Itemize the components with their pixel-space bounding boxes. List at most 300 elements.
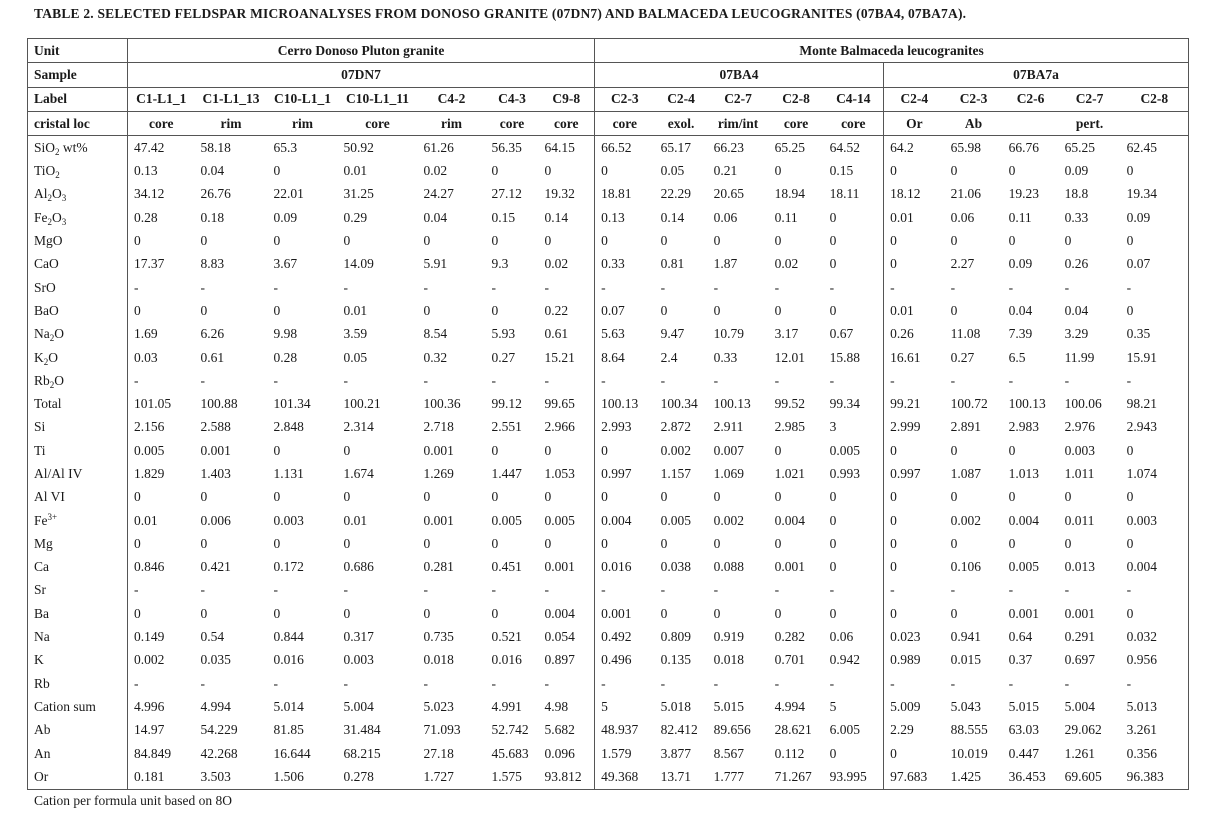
table-cell: 0.035 (200, 652, 231, 668)
table-title: TABLE 2. SELECTED FELDSPAR MICROANALYSES FROM DONOSO GRANITE (07DN7) AND BALMACEDA LEUCOGRANITES (07BA4, 07BA7A). (34, 6, 967, 21)
table-cell: 2.718 (423, 419, 454, 435)
table-cell: 0 (660, 535, 668, 551)
table-cell: 0 (343, 233, 351, 249)
table-cell: 0.088 (713, 559, 744, 575)
table-cell: 19.23 (1008, 186, 1039, 202)
table-cell: - (950, 372, 956, 388)
table-cell: 0 (273, 442, 281, 458)
table-cell: 0.809 (660, 629, 691, 645)
table-cell: 11.08 (950, 326, 981, 342)
table-cell: 27.18 (423, 745, 454, 761)
table-cell: - (774, 675, 780, 691)
oxide-label: Al VI (28, 486, 128, 509)
table-cell: 0.005 (544, 512, 575, 528)
table-cell: 0.64 (1008, 629, 1033, 645)
table-cell: 0.004 (1008, 512, 1039, 528)
table-cell: 0.002 (713, 512, 744, 528)
table-cell: 0 (423, 233, 431, 249)
table-cell: - (1121, 369, 1189, 392)
table-cell: - (1064, 582, 1070, 598)
table-cell: 1.157 (660, 465, 691, 481)
table-cell: 0.61 (200, 349, 225, 365)
table-cell: 0 (884, 509, 945, 532)
table-cell: 29.062 (1064, 722, 1102, 738)
table-cell: 0 (884, 439, 945, 462)
table-cell: 0 (595, 229, 655, 252)
table-cell: - (343, 582, 348, 598)
table-cell: 0 (713, 489, 721, 505)
table-cell: 0 (595, 486, 655, 509)
loc-row (28, 111, 1189, 135)
table-cell: 0.09 (1008, 256, 1033, 272)
table-cell: 0.096 (544, 745, 575, 761)
table-cell: 0.001 (544, 559, 575, 575)
table-cell: 0 (713, 535, 721, 551)
crystal-location: Or (884, 111, 945, 135)
table-cell: 89.656 (713, 722, 751, 738)
table-cell: 0 (884, 742, 945, 765)
table-cell: 0.13 (134, 163, 158, 179)
table-cell: 0.15 (491, 209, 516, 225)
table-cell: 0.686 (343, 559, 374, 575)
crystal-location: pert. (1059, 111, 1121, 135)
sample-label: Sample (28, 63, 128, 87)
table-cell: 5.63 (595, 323, 655, 346)
table-cell: 0 (884, 532, 945, 555)
table-cell: 66.76 (1008, 139, 1039, 155)
sample-row (28, 63, 1189, 87)
table-cell: 21.06 (950, 186, 981, 202)
table-cell: 3.67 (273, 256, 298, 272)
table-cell: 0 (1008, 233, 1016, 249)
table-cell: 1.087 (950, 465, 981, 481)
table-cell: 0 (134, 302, 141, 318)
table-cell: - (200, 279, 205, 295)
table-cell: 0 (200, 489, 208, 505)
table-cell: 0 (273, 163, 281, 179)
table-cell: 0 (1064, 535, 1072, 551)
table-row (28, 649, 1189, 672)
table-cell: 100.34 (660, 396, 698, 412)
table-cell: - (595, 579, 655, 602)
table-cell: 0 (950, 442, 958, 458)
table-cell: - (774, 279, 780, 295)
table-cell: 16.644 (273, 745, 311, 761)
table-cell: 101.34 (273, 396, 311, 412)
table-cell: 1.425 (945, 765, 1003, 789)
table-cell: 82.412 (660, 722, 698, 738)
table-cell: 0 (544, 233, 552, 249)
table-cell: 0 (829, 535, 837, 551)
table-cell: 26.76 (200, 186, 231, 202)
oxide-label: Mg (28, 532, 128, 555)
table-cell: - (423, 675, 428, 691)
table-cell: 0.15 (829, 163, 854, 179)
table-cell: 0.11 (774, 209, 798, 225)
oxide-label: TiO$_2$ (28, 159, 128, 182)
table-cell: 0.02 (774, 256, 799, 272)
table-cell: 64.15 (544, 139, 575, 155)
table-row (28, 695, 1189, 718)
oxide-label: SrO (28, 276, 128, 299)
table-cell: 19.32 (544, 186, 575, 202)
table-cell: - (829, 582, 835, 598)
label-label: Label (28, 87, 128, 111)
table-cell: 0.28 (134, 209, 158, 225)
table-cell: 6.005 (829, 722, 860, 738)
table-cell: 0.003 (1064, 442, 1095, 458)
table-cell: 0 (491, 535, 499, 551)
table-cell: 0.492 (595, 625, 655, 648)
table-cell: 2.156 (134, 419, 165, 435)
oxide-label: Rb (28, 672, 128, 695)
table-cell: 99.34 (829, 396, 860, 412)
table-cell: 0.421 (200, 559, 231, 575)
table-cell: 56.35 (491, 139, 522, 155)
table-cell: 0 (200, 233, 208, 249)
table-cell: 5.682 (544, 722, 575, 738)
table-cell: 0.278 (338, 765, 418, 789)
unit-name: Cerro Donoso Pluton granite (128, 39, 595, 63)
table-cell: 0 (660, 489, 668, 505)
table-cell: - (273, 279, 278, 295)
table-cell: 64.2 (884, 136, 945, 160)
table-cell: 0 (134, 233, 141, 249)
table-cell: 64.52 (829, 139, 860, 155)
table-cell: 0 (491, 233, 499, 249)
table-cell: - (200, 675, 205, 691)
table-cell: - (134, 675, 139, 691)
table-cell: 4.996 (134, 698, 165, 714)
table-cell: 8.83 (200, 256, 225, 272)
table-cell: 0 (544, 163, 552, 179)
table-cell: - (660, 582, 666, 598)
table-cell: - (544, 279, 549, 295)
oxide-label: Ca (28, 556, 128, 579)
table-cell: 99.21 (884, 392, 945, 415)
table-cell: 52.742 (491, 722, 529, 738)
table-cell: 0.37 (1008, 652, 1033, 668)
table-cell: 1.87 (713, 256, 738, 272)
table-cell: 31.484 (343, 722, 381, 738)
table-cell: 9.47 (660, 326, 685, 342)
analysis-label: C10-L1_1 (268, 87, 338, 111)
table-cell: 0.997 (595, 462, 655, 485)
table-cell: 93.995 (824, 765, 884, 789)
table-cell: 11.99 (1064, 349, 1095, 365)
table-cell: 0.06 (950, 209, 975, 225)
table-cell: 14.97 (134, 722, 165, 738)
table-cell: 0 (343, 605, 351, 621)
table-cell: - (884, 369, 945, 392)
crystal-location: core (128, 111, 195, 135)
table-cell: 1.021 (774, 465, 805, 481)
table-cell: 18.94 (774, 186, 805, 202)
table-cell: 1.013 (1008, 465, 1039, 481)
analysis-label: C4-2 (418, 87, 486, 111)
table-row (28, 625, 1189, 648)
loc-label: cristal loc (28, 111, 128, 135)
table-cell: 3.17 (774, 326, 799, 342)
table-cell: 1.011 (1064, 465, 1095, 481)
table-cell: 22.29 (660, 186, 691, 202)
table-cell: 0.005 (660, 512, 691, 528)
table-cell: 0 (774, 605, 782, 621)
table-row (28, 276, 1189, 299)
analysis-label: C2-6 (1003, 87, 1059, 111)
table-cell: 99.52 (774, 396, 805, 412)
crystal-location: Ab (945, 111, 1003, 135)
table-cell: 84.849 (134, 745, 172, 761)
table-cell: 0 (829, 559, 837, 575)
table-cell: - (829, 279, 835, 295)
table-cell: 0.172 (273, 559, 304, 575)
analysis-label: C1-L1_1 (128, 87, 195, 111)
table-cell: - (343, 372, 348, 388)
table-cell: 0.016 (595, 556, 655, 579)
table-row (28, 719, 1189, 742)
table-cell: - (423, 279, 428, 295)
unit-label: Unit (28, 39, 128, 63)
table-cell: 6.5 (1008, 349, 1026, 365)
analysis-label: C9-8 (539, 87, 595, 111)
table-cell: - (1008, 582, 1014, 598)
table-cell: 0.29 (343, 209, 368, 225)
unit-name: Monte Balmaceda leucogranites (595, 39, 1189, 63)
table-cell: 0.023 (884, 625, 945, 648)
table-cell: 0.28 (273, 349, 298, 365)
table-cell: 0.01 (343, 163, 368, 179)
table-cell: 0.317 (343, 629, 374, 645)
table-cell: 0 (273, 535, 281, 551)
table-cell: 0.06 (829, 629, 854, 645)
table-cell: 100.88 (200, 396, 238, 412)
table-cell: 65.17 (660, 139, 691, 155)
table-cell: - (544, 675, 549, 691)
table-cell: 18.11 (829, 186, 860, 202)
table-cell: 4.994 (774, 698, 805, 714)
table-cell: 100.13 (713, 396, 751, 412)
table-cell: 2.872 (660, 419, 691, 435)
crystal-location (1003, 111, 1059, 135)
table-cell: 0.001 (423, 512, 454, 528)
table-cell: 50.92 (343, 139, 374, 155)
table-cell: 0.21 (713, 163, 738, 179)
table-cell: 3.503 (195, 765, 268, 789)
table-cell: 0 (774, 535, 782, 551)
table-cell: 24.27 (423, 186, 454, 202)
table-cell: 5.013 (1121, 695, 1189, 718)
analysis-label: C2-7 (708, 87, 769, 111)
table-cell: 8.54 (423, 326, 448, 342)
table-cell: 0 (595, 532, 655, 555)
table-cell: 0.09 (1064, 163, 1089, 179)
oxide-label: SiO$_2$ wt% (28, 136, 128, 160)
table-row (28, 462, 1189, 485)
table-cell: 0.26 (1064, 256, 1089, 272)
oxide-label: Si (28, 416, 128, 439)
table-cell: - (544, 582, 549, 598)
table-cell: 2.27 (950, 256, 975, 272)
table-cell: - (1008, 279, 1014, 295)
table-cell: 7.39 (1008, 326, 1033, 342)
table-cell: 0 (829, 209, 837, 225)
table-cell: 5 (829, 698, 837, 714)
analysis-label: C2-8 (1121, 87, 1189, 111)
table-cell: 0.04 (423, 209, 448, 225)
oxide-label: Al/Al IV (28, 462, 128, 485)
table-cell: 0 (595, 159, 655, 182)
table-cell: 5.018 (660, 698, 691, 714)
table-cell: 15.88 (829, 349, 860, 365)
table-cell: 81.85 (273, 722, 304, 738)
table-cell: 0 (343, 535, 351, 551)
table-cell: 0.13 (595, 206, 655, 229)
table-cell: 61.26 (423, 139, 454, 155)
table-cell: 3.261 (1121, 719, 1189, 742)
table-cell: 12.01 (774, 349, 805, 365)
table-cell: - (829, 372, 835, 388)
table-cell: 0.05 (660, 163, 685, 179)
table-cell: 0.22 (544, 302, 569, 318)
table-row (28, 369, 1189, 392)
table-cell: 0.07 (595, 299, 655, 322)
table-row (28, 439, 1189, 462)
table-cell: 0 (829, 489, 837, 505)
table-cell: 1.053 (544, 465, 575, 481)
table-cell: 1.403 (200, 465, 231, 481)
table-cell: 62.45 (1121, 136, 1189, 160)
table-cell: 0 (713, 233, 721, 249)
table-cell: 0 (544, 535, 552, 551)
table-cell: 1.674 (343, 465, 374, 481)
table-row (28, 159, 1189, 182)
table-cell: 0.697 (1064, 652, 1095, 668)
table-cell: 16.61 (884, 346, 945, 369)
table-cell: 0 (1064, 233, 1072, 249)
table-cell: 0.06 (713, 209, 738, 225)
table-cell: 5.91 (423, 256, 448, 272)
table-cell: 3.877 (660, 745, 691, 761)
table-cell: 0.112 (774, 745, 805, 761)
oxide-label: K (28, 649, 128, 672)
table-cell: 4.991 (491, 698, 522, 714)
table-cell: 0.844 (273, 629, 304, 645)
table-cell: 6.26 (200, 326, 225, 342)
table-cell: 0 (1121, 229, 1189, 252)
table-row (28, 556, 1189, 579)
table-cell: 15.21 (544, 349, 575, 365)
table-cell: 1.579 (595, 742, 655, 765)
table-cell: 0.496 (595, 649, 655, 672)
table-cell: - (1064, 675, 1070, 691)
table-cell: 10.019 (950, 745, 988, 761)
table-cell: - (273, 675, 278, 691)
oxide-label: Or (28, 765, 128, 789)
table-cell: 0 (273, 302, 281, 318)
table-cell: 0.003 (273, 512, 304, 528)
crystal-location: rim/int (708, 111, 769, 135)
table-cell: 0 (950, 233, 958, 249)
table-cell: 0.013 (1064, 559, 1095, 575)
table-cell: 0.846 (134, 559, 165, 575)
table-cell: 0.016 (491, 652, 522, 668)
table-cell: - (713, 372, 719, 388)
analysis-label: C2-4 (884, 87, 945, 111)
table-cell: 28.621 (774, 722, 812, 738)
table-cell: 0.004 (544, 605, 575, 621)
table-cell: 45.683 (491, 745, 529, 761)
table-cell: 65.25 (774, 139, 805, 155)
table-cell: 31.25 (343, 186, 374, 202)
table-cell: 18.8 (1064, 186, 1089, 202)
table-cell: 42.268 (200, 745, 238, 761)
table-cell: 0.001 (1064, 605, 1095, 621)
table-cell: 0.356 (1121, 742, 1189, 765)
table-cell: - (950, 279, 956, 295)
table-row (28, 136, 1189, 160)
crystal-location: rim (418, 111, 486, 135)
table-cell: 9.3 (491, 256, 509, 272)
crystal-location: core (824, 111, 884, 135)
table-row (28, 206, 1189, 229)
table-cell: - (1121, 579, 1189, 602)
table-cell: 2.999 (884, 416, 945, 439)
table-cell: 36.453 (1003, 765, 1059, 789)
table-cell: 0.33 (595, 253, 655, 276)
table-cell: 0 (491, 442, 499, 458)
table-cell: 0 (884, 229, 945, 252)
analysis-label: C2-3 (595, 87, 655, 111)
table-cell: 0 (1121, 532, 1189, 555)
table-cell: - (134, 582, 139, 598)
table-cell: - (774, 372, 780, 388)
table-cell: 0.33 (713, 349, 738, 365)
crystal-location: core (595, 111, 655, 135)
table-cell: 14.09 (343, 256, 374, 272)
table-cell: 0 (884, 556, 945, 579)
table-cell: - (1121, 672, 1189, 695)
table-cell: 1.506 (268, 765, 338, 789)
crystal-location: exol. (655, 111, 708, 135)
table-cell: 1.074 (1121, 462, 1189, 485)
table-cell: 2.983 (1008, 419, 1039, 435)
table-cell: 22.01 (273, 186, 304, 202)
table-cell: 0.54 (200, 629, 225, 645)
table-cell: 65.25 (1064, 139, 1095, 155)
oxide-label: $Fe_2O_3$ (28, 206, 128, 229)
table-cell: - (200, 372, 205, 388)
table-cell: 0 (491, 489, 499, 505)
table-cell: 0.003 (343, 652, 374, 668)
crystal-location: rim (195, 111, 268, 135)
table-cell: 27.12 (491, 186, 522, 202)
table-cell: - (1008, 675, 1014, 691)
table-cell: - (595, 276, 655, 299)
table-cell: 10.79 (713, 326, 744, 342)
table-cell: 2.993 (595, 416, 655, 439)
table-cell: 69.605 (1059, 765, 1121, 789)
table-cell: 0.701 (774, 652, 805, 668)
table-cell: 0.002 (134, 652, 165, 668)
table-cell: - (595, 369, 655, 392)
table-cell: 0.004 (595, 509, 655, 532)
table-cell: 0 (660, 605, 668, 621)
table-cell: 5.004 (343, 698, 374, 714)
table-cell: - (491, 582, 496, 598)
table-cell: 0.02 (544, 256, 569, 272)
table-cell: 0.521 (491, 629, 522, 645)
